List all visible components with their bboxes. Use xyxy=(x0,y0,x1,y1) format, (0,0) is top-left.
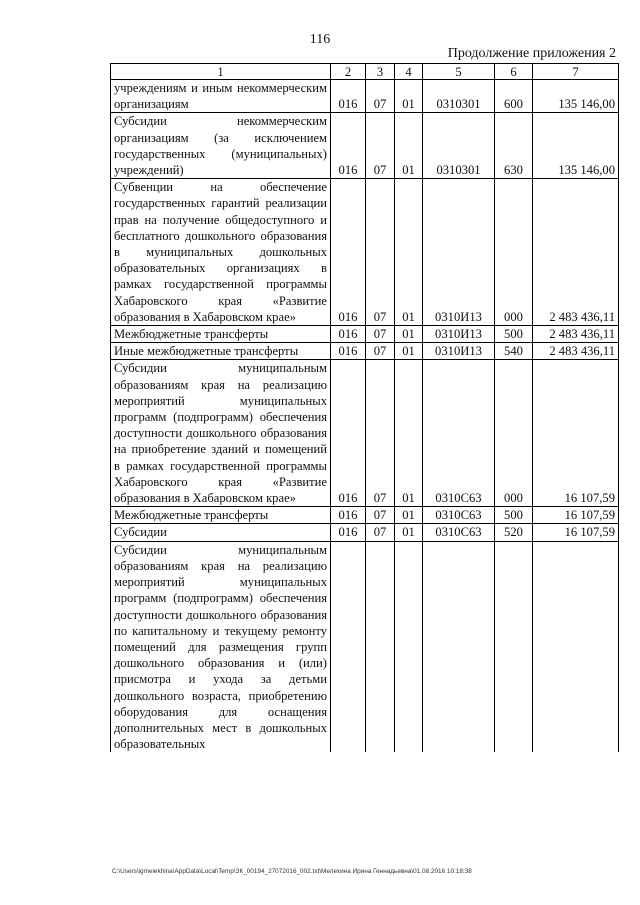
row-code-section: 07 xyxy=(366,360,395,507)
row-amount: 2 483 436,11 xyxy=(533,179,619,326)
row-code-ministry: 016 xyxy=(331,80,366,113)
continuation-label: Продолжение приложения 2 xyxy=(447,46,616,61)
column-header: 6 xyxy=(495,64,533,80)
table-row xyxy=(111,179,619,326)
row-code-ministry: 016 xyxy=(331,326,366,343)
row-code-subsection: 01 xyxy=(395,343,423,360)
row-description: Субсидии xyxy=(111,524,331,541)
row-code-section: 07 xyxy=(366,80,395,113)
row-code-type: 500 xyxy=(495,326,533,343)
table-row xyxy=(111,524,619,541)
row-code-type: 600 xyxy=(495,80,533,113)
row-code-target: 0310И13 xyxy=(423,179,495,326)
row-code-ministry xyxy=(331,541,366,752)
table-row xyxy=(111,343,619,360)
row-code-type: 000 xyxy=(495,360,533,507)
row-description: Субсидии муниципальным образованиям края на реализацию мероприятий муниципальных программ (подпрограмм) обеспечения доступности дошкольного образования на приобретение зданий и помещений в рамках государственной программы Хабаровского края «Развитие образования в Хабаровском крае» xyxy=(111,360,331,507)
row-code-ministry: 016 xyxy=(331,360,366,507)
row-code-type: 540 xyxy=(495,343,533,360)
row-code-subsection: 01 xyxy=(395,80,423,113)
row-code-target: 0310С63 xyxy=(423,360,495,507)
row-code-subsection: 01 xyxy=(395,524,423,541)
row-code-type xyxy=(495,541,533,752)
row-description: Субсидии некоммерческим организациям (за исключением государственных (муниципальных) учреждений) xyxy=(111,113,331,179)
row-code-type: 500 xyxy=(495,507,533,524)
row-code-ministry: 016 xyxy=(331,524,366,541)
row-code-section: 07 xyxy=(366,113,395,179)
table-row xyxy=(111,326,619,343)
row-description: Межбюджетные трансферты xyxy=(111,326,331,343)
row-description: Иные межбюджетные трансферты xyxy=(111,343,331,360)
row-amount: 2 483 436,11 xyxy=(533,326,619,343)
row-code-ministry: 016 xyxy=(331,343,366,360)
row-code-target: 0310И13 xyxy=(423,343,495,360)
row-description: Межбюджетные трансферты xyxy=(111,507,331,524)
row-amount: 2 483 436,11 xyxy=(533,343,619,360)
row-description: учреждениям и иным некоммерческим организациям xyxy=(111,80,331,113)
row-code-subsection: 01 xyxy=(395,507,423,524)
row-amount xyxy=(533,541,619,752)
header-row xyxy=(111,64,619,80)
row-code-section: 07 xyxy=(366,507,395,524)
row-code-type: 520 xyxy=(495,524,533,541)
row-code-section: 07 xyxy=(366,524,395,541)
row-amount: 135 146,00 xyxy=(533,113,619,179)
row-code-target: 0310С63 xyxy=(423,507,495,524)
row-code-subsection: 01 xyxy=(395,326,423,343)
column-header: 7 xyxy=(533,64,619,80)
table-row xyxy=(111,113,619,179)
row-code-ministry: 016 xyxy=(331,179,366,326)
row-code-subsection: 01 xyxy=(395,360,423,507)
row-description: Субвенции на обеспечение государственных гарантий реализации прав на получение общедоступного и бесплатного дошкольного образования в муниципальных дошкольных образовательных организациях в рамках государственной программы Хабаровского края «Развитие образования в Хабаровском крае» xyxy=(111,179,331,326)
row-code-target: 0310301 xyxy=(423,113,495,179)
row-amount: 16 107,59 xyxy=(533,524,619,541)
row-code-type: 000 xyxy=(495,179,533,326)
row-code-target: 0310И13 xyxy=(423,326,495,343)
column-header: 4 xyxy=(395,64,423,80)
row-code-section: 07 xyxy=(366,179,395,326)
column-header: 2 xyxy=(331,64,366,80)
row-code-section xyxy=(366,541,395,752)
column-header: 1 xyxy=(111,64,331,80)
row-description: Субсидии муниципальным образованиям края на реализацию мероприятий муниципальных программ (подпрограмм) обеспечения доступности дошкольного образования по капитальному и текущему ремонту помещений для размещения групп дошкольного образования и (или) присмотра и ухода за детьми дошкольного возраста, приобретению оборудования для оснащения дополнительных мест в дошкольных образовательных xyxy=(111,541,331,752)
row-code-section: 07 xyxy=(366,326,395,343)
row-code-section: 07 xyxy=(366,343,395,360)
table-row xyxy=(111,541,619,752)
row-amount: 135 146,00 xyxy=(533,80,619,113)
row-code-type: 630 xyxy=(495,113,533,179)
file-path-footer: C:\Users\igmelekhina\AppData\Local\Temp\ЗК_00194_27072016_002.txt\Мелехина Ирина Геннадьевна\01.08.2016 10:18:38 xyxy=(112,868,472,875)
row-code-ministry: 016 xyxy=(331,113,366,179)
budget-table xyxy=(110,63,619,752)
column-header: 3 xyxy=(366,64,395,80)
row-code-subsection: 01 xyxy=(395,113,423,179)
row-code-target: 0310С63 xyxy=(423,524,495,541)
table-row xyxy=(111,507,619,524)
table-row xyxy=(111,360,619,507)
row-code-target: 0310301 xyxy=(423,80,495,113)
row-code-subsection xyxy=(395,541,423,752)
table-row xyxy=(111,80,619,113)
page-number: 116 xyxy=(309,32,331,47)
row-amount: 16 107,59 xyxy=(533,507,619,524)
row-code-target xyxy=(423,541,495,752)
row-code-subsection: 01 xyxy=(395,179,423,326)
row-amount: 16 107,59 xyxy=(533,360,619,507)
row-code-ministry: 016 xyxy=(331,507,366,524)
column-header: 5 xyxy=(423,64,495,80)
